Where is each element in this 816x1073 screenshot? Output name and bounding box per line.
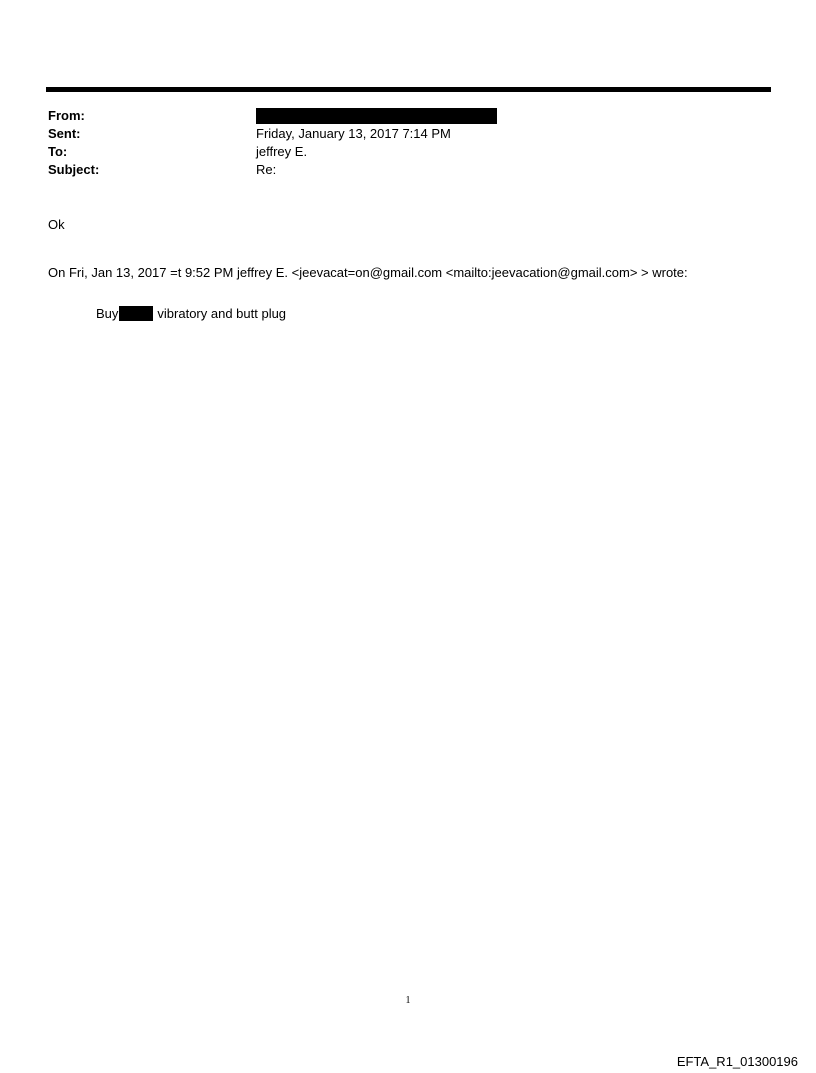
reply-text: Ok xyxy=(48,217,65,232)
quoted-message xyxy=(96,305,286,323)
quoted-text-before: Buy xyxy=(96,306,119,321)
to-value: jeffrey E. xyxy=(256,144,308,159)
top-rule xyxy=(46,87,771,92)
email-header xyxy=(48,107,748,179)
from-label: From: xyxy=(48,108,85,123)
from-row xyxy=(48,107,748,125)
sent-row xyxy=(48,125,748,143)
to-label: To: xyxy=(48,144,68,159)
redaction-box xyxy=(256,108,497,124)
page-number: 1 xyxy=(405,995,411,1006)
redaction-box xyxy=(119,306,153,321)
subject-row xyxy=(48,161,748,179)
subject-value: Re: xyxy=(256,162,277,177)
bates-number: EFTA_R1_01300196 xyxy=(676,1054,798,1069)
sent-value: Friday, January 13, 2017 7:14 PM xyxy=(256,126,451,141)
sent-label: Sent: xyxy=(48,126,81,141)
to-row xyxy=(48,143,748,161)
quoted-text-after: vibratory and butt plug xyxy=(157,306,287,321)
subject-label: Subject: xyxy=(48,162,100,177)
quote-header: On Fri, Jan 13, 2017 =t 9:52 PM jeffrey E. <jeevacat=on@gmail.com <mailto:jeevacation@gmail.com> > wrote: xyxy=(48,265,688,280)
